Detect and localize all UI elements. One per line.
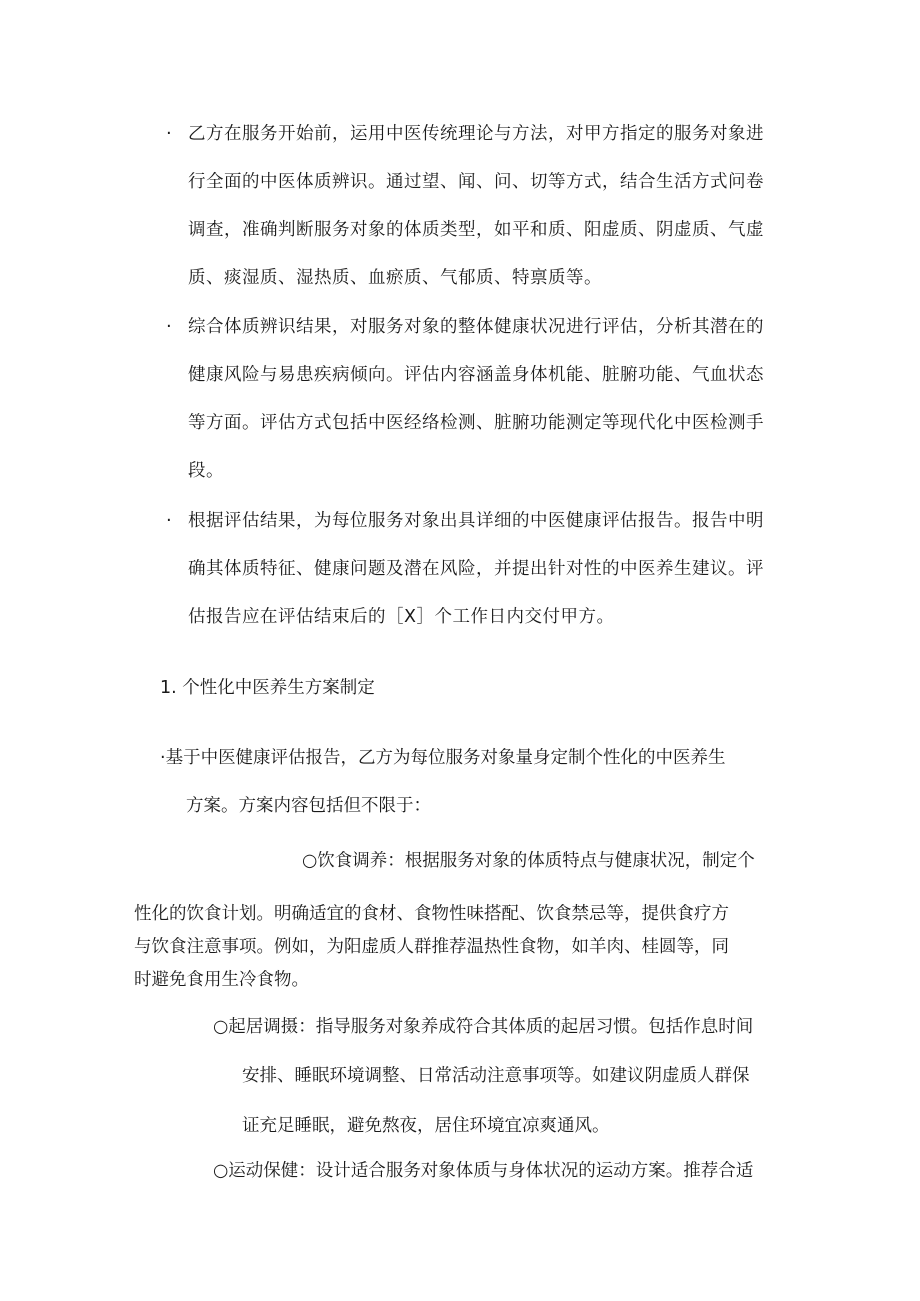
paragraph-assessment-report: 根据评估结果，为每位服务对象出具详细的中医健康评估报告。报告中明 确其体质特征、健康问题及潜在风险，并提出针对性的中医养生建议。评 估报告应在评估结束后的［X］个工作日内交付甲方。 xyxy=(188,511,764,627)
living-first-line: ○起居调摄：指导服务对象养成符合其体质的起居习惯。包括作息时间 xyxy=(213,1017,754,1037)
basis-line-1: ·基于中医健康评估报告，乙方为每位服务对象量身定制个性化的中医养生 xyxy=(160,748,726,768)
bullet-marker: · xyxy=(166,123,172,144)
paragraph-health-assessment: 综合体质辨识结果，对服务对象的整体健康状况进行评估，分析其潜在的 健康风险与易患疾病倾向。评估内容涵盖身体机能、脏腑功能、气血状态 等方面。评估方式包括中医经络检测、脏腑功能测定等现代化中医检测手 段。 xyxy=(188,317,764,481)
bullet-marker: · xyxy=(166,316,172,337)
basis-line-2: 方案。方案内容包括但不限于： xyxy=(186,796,431,816)
bullet-marker: · xyxy=(166,510,172,531)
diet-first-line: ○饮食调养：根据服务对象的体质特点与健康状况，制定个 xyxy=(302,851,755,871)
living-body: 安排、睡眠环境调整、日常活动注意事项等。如建议阴虚质人群保 证充足睡眠，避免熬夜，居住环境宜凉爽通风。 xyxy=(242,1066,750,1136)
diet-body: 性化的饮食计划。明确适宜的食材、食物性味搭配、饮食禁忌等，提供食疗方 与饮食注意事项。例如，为阳虚质人群推荐温热性食物，如羊肉、桂圆等，同 时避免食用生冷食物。 xyxy=(134,904,729,990)
section-heading: 1. 个性化中医养生方案制定 xyxy=(160,678,375,698)
exercise-first-line: ○运动保健：设计适合服务对象体质与身体状况的运动方案。推荐合适 xyxy=(213,1161,754,1181)
paragraph-constitution-identification: 乙方在服务开始前，运用中医传统理论与方法，对甲方指定的服务对象进 行全面的中医体质辨识。通过望、闻、问、切等方式，结合生活方式问卷 调查，准确判断服务对象的体质类型，如平和质、阳虚质、阴虚质、气虚 质、痰湿质、湿热质、血瘀质、气郁质、特禀质等。 xyxy=(188,124,764,288)
